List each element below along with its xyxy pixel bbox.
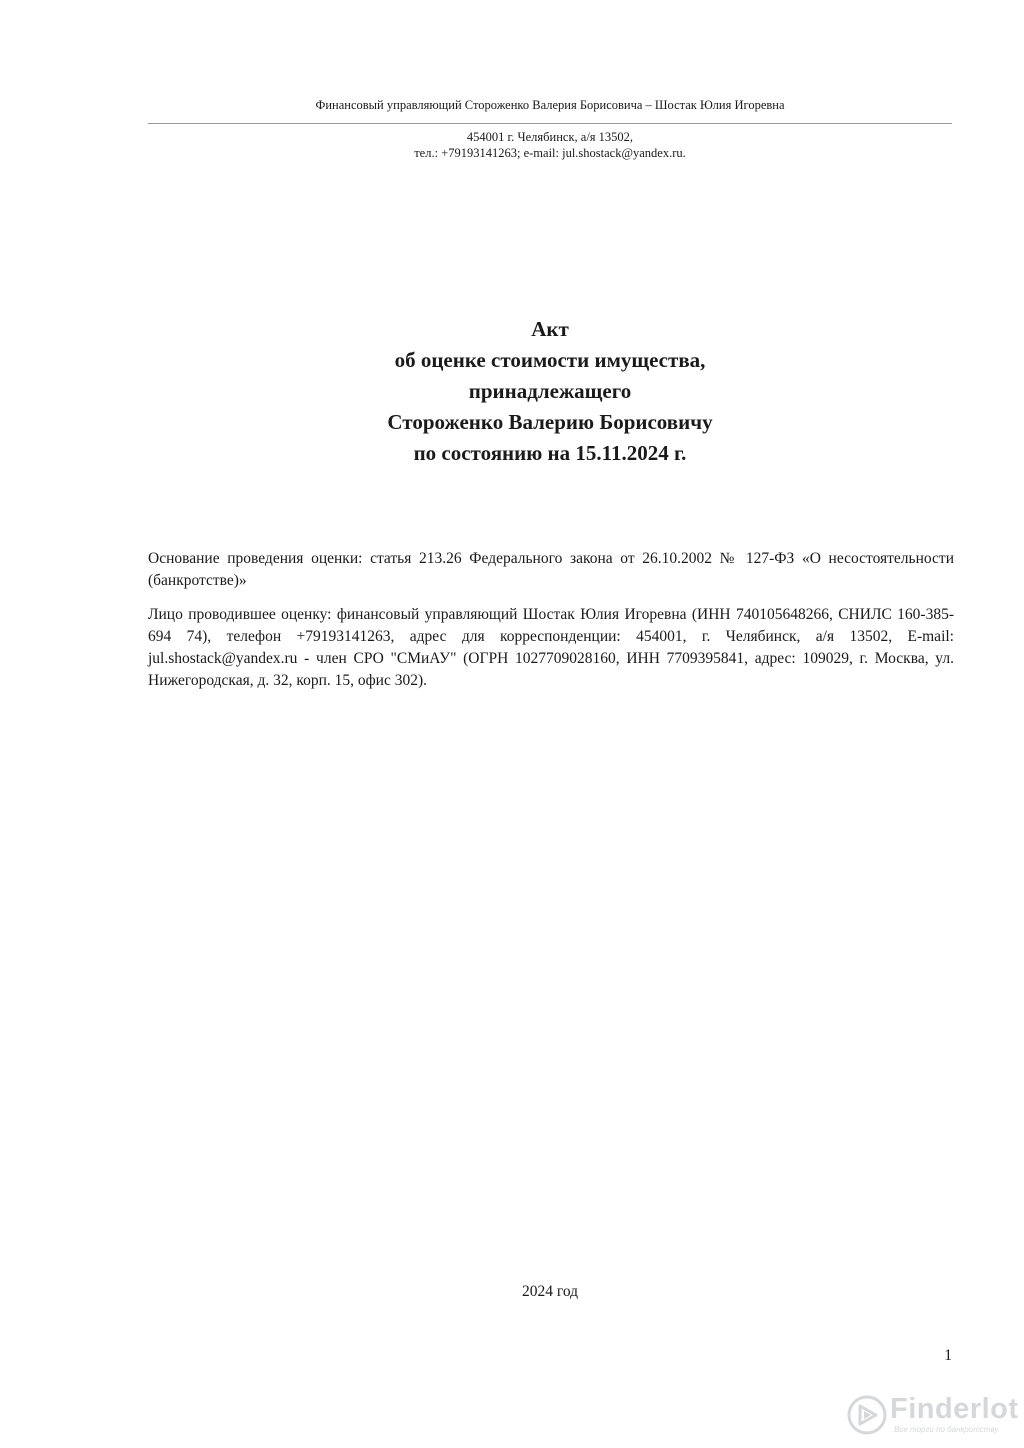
title-line-3: принадлежащего	[468, 379, 632, 403]
finderlot-logo-icon	[846, 1394, 888, 1436]
document-year: 2024 год	[521, 1283, 579, 1300]
appraiser-paragraph: Лицо проводившее оценку: финансовый управляющий Шостак Юлия Игоревна (ИНН 740105648266, СНИЛС 160-385-694 74), телефон +79193141263, адрес для корреспонденции: 454001, г. Челябинск, а/я 13502, E-mail: jul.shostack@yandex.ru - член СРО "СМиАУ" (ОГРН 1027709028160, ИНН 7709395841, адрес: 109029, г. Москва, ул. Нижегородская, д. 32, корп. 15, офис 302).	[148, 606, 954, 689]
page-number: 1	[944, 1347, 952, 1364]
basis-paragraph: Основание проведения оценки: статья 213.26 Федерального закона от 26.10.2002 № 127-ФЗ «О несостоятельности (банкротстве)»	[148, 550, 954, 589]
address-line-1: 454001 г. Челябинск, а/я 13502,	[466, 130, 634, 144]
title-line-5: по состоянию на 15.11.2024 г.	[413, 441, 687, 465]
watermark-tagline: Все торги по банкротству	[894, 1425, 999, 1434]
watermark-name: Finderlot	[890, 1393, 1019, 1425]
document-title	[148, 314, 952, 469]
header-address	[148, 129, 952, 161]
finderlot-watermark	[846, 1392, 1018, 1442]
header-manager-line: Финансовый управляющий Стороженко Валерия Борисовича – Шостак Юлия Игоревна	[315, 98, 785, 112]
title-line-1: Акт	[531, 317, 569, 341]
title-line-4: Стороженко Валерию Борисовичу	[387, 410, 713, 434]
address-line-2: тел.: +79193141263; e-mail: jul.shostack@yandex.ru.	[414, 146, 686, 160]
header-divider	[148, 123, 952, 124]
title-line-2: об оценке стоимости имущества,	[394, 348, 706, 372]
